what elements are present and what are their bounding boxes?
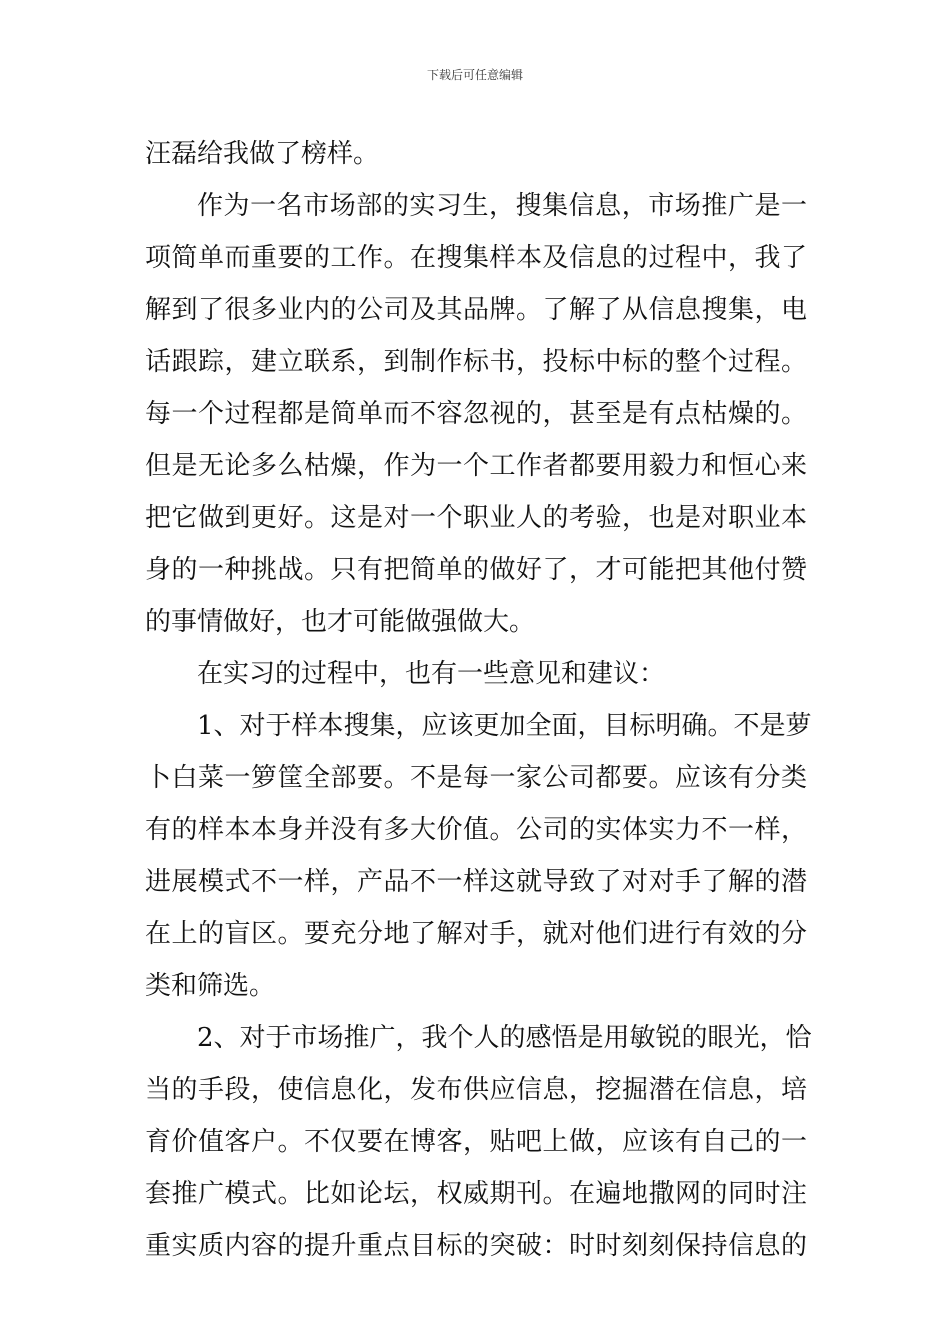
text-line: 把它做到更好。这是对一个职业人的考验，也是对职业本	[145, 503, 807, 533]
text-line: 1、对于样本搜集，应该更加全面，目标明确。不是萝	[197, 711, 812, 741]
text-line: 项简单而重要的工作。在搜集样本及信息的过程中，我了	[145, 243, 807, 273]
text-line: 在上的盲区。要充分地了解对手，就对他们进行有效的分	[145, 919, 807, 949]
text-line: 2、对于市场推广，我个人的感悟是用敏锐的眼光，恰	[197, 1023, 812, 1053]
text-line: 每一个过程都是简单而不容忽视的，甚至是有点枯燥的。	[145, 399, 807, 429]
text-line: 卜白菜一箩筐全部要。不是每一家公司都要。应该有分类	[145, 763, 807, 793]
text-line: 进展模式不一样，产品不一样这就导致了对对手了解的潜	[145, 867, 807, 897]
text-line: 的事情做好，也才可能做强做大。	[145, 607, 536, 637]
text-line: 在实习的过程中，也有一些意见和建议：	[197, 659, 666, 689]
text-line: 育价值客户。不仅要在博客，贴吧上做，应该有自己的一	[145, 1127, 807, 1157]
text-line: 套推广模式。比如论坛，权威期刊。在遍地撒网的同时注	[145, 1179, 807, 1209]
text-line: 类和筛选。	[145, 971, 276, 1001]
document-body	[145, 128, 812, 1272]
text-line: 话跟踪，建立联系，到制作标书，投标中标的整个过程。	[145, 347, 807, 377]
page-header-note: 下载后可任意编辑	[426, 68, 523, 82]
text-line: 解到了很多业内的公司及其品牌。了解了从信息搜集，电	[145, 295, 807, 325]
text-line: 有的样本本身并没有多大价值。公司的实体实力不一样，	[145, 815, 807, 845]
text-line: 重实质内容的提升重点目标的突破：时时刻刻保持信息的	[145, 1231, 807, 1261]
text-line: 身的一种挑战。只有把简单的做好了，才可能把其他付赞	[145, 555, 807, 585]
text-line: 但是无论多么枯燥，作为一个工作者都要用毅力和恒心来	[145, 451, 807, 481]
text-line: 汪磊给我做了榜样。	[145, 139, 380, 169]
text-line: 作为一名市场部的实习生，搜集信息，市场推广是一	[197, 191, 807, 221]
text-line: 当的手段，使信息化，发布供应信息，挖掘潜在信息，培	[145, 1075, 807, 1105]
